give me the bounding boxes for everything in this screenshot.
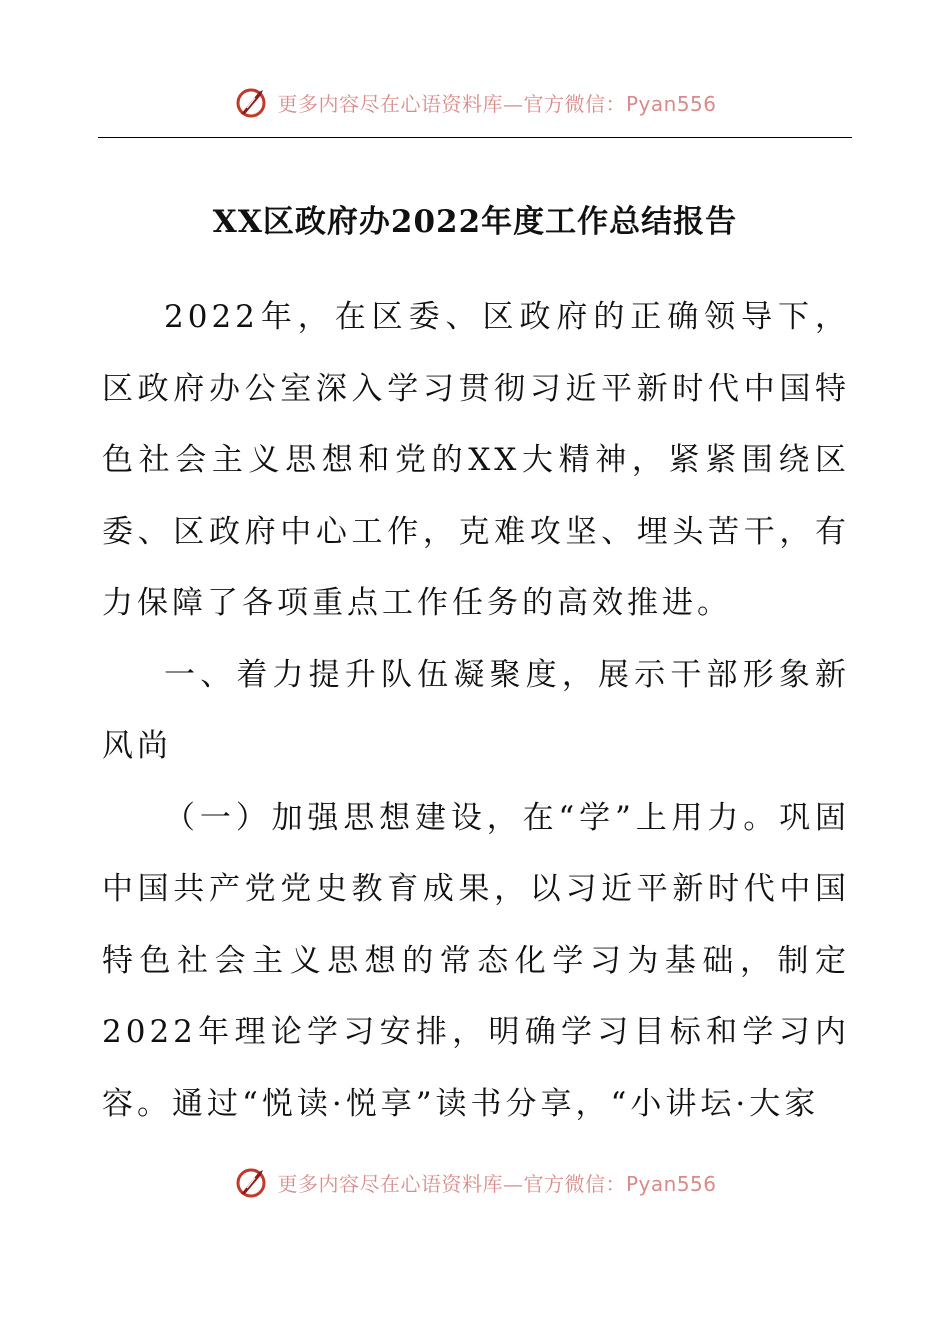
quill-logo-icon <box>233 84 269 120</box>
quill-logo-icon <box>233 1164 269 1200</box>
watermark-wechat-id: Pyan556 <box>625 1171 717 1196</box>
watermark-text: 更多内容尽在心语资料库—官方微信：Pyan556 <box>277 1171 717 1196</box>
document-body <box>102 282 850 1140</box>
watermark-footer <box>0 1162 950 1202</box>
document-title: XX区政府办2022年度工作总结报告 <box>212 204 738 240</box>
paragraph-intro: 2022年，在区委、区政府的正确领导下，区政府办公室深入学习贯彻习近平新时代中国特色社会主义思想和党的XX大精神，紧紧围绕区委、区政府中心工作，克难攻坚、埋头苦干，有力保障了各项重点工作任务的高效推进。 <box>102 299 850 621</box>
paragraph-subsection-1: （一）加强思想建设，在“学”上用力。巩固中国共产党党史教育成果，以习近平新时代中国特色社会主义思想的常态化学习为基础，制定2022年理论学习安排，明确学习目标和学习内容。通过“悦读·悦享”读书分享，“小讲坛·大家 <box>102 799 850 1122</box>
watermark-wechat-id: Pyan556 <box>625 91 717 116</box>
watermark-header <box>0 82 950 122</box>
section-heading-1: 一、着力提升队伍凝聚度，展示干部形象新风尚 <box>102 656 850 764</box>
header-divider <box>98 137 852 138</box>
watermark-text: 更多内容尽在心语资料库—官方微信：Pyan556 <box>277 91 717 116</box>
